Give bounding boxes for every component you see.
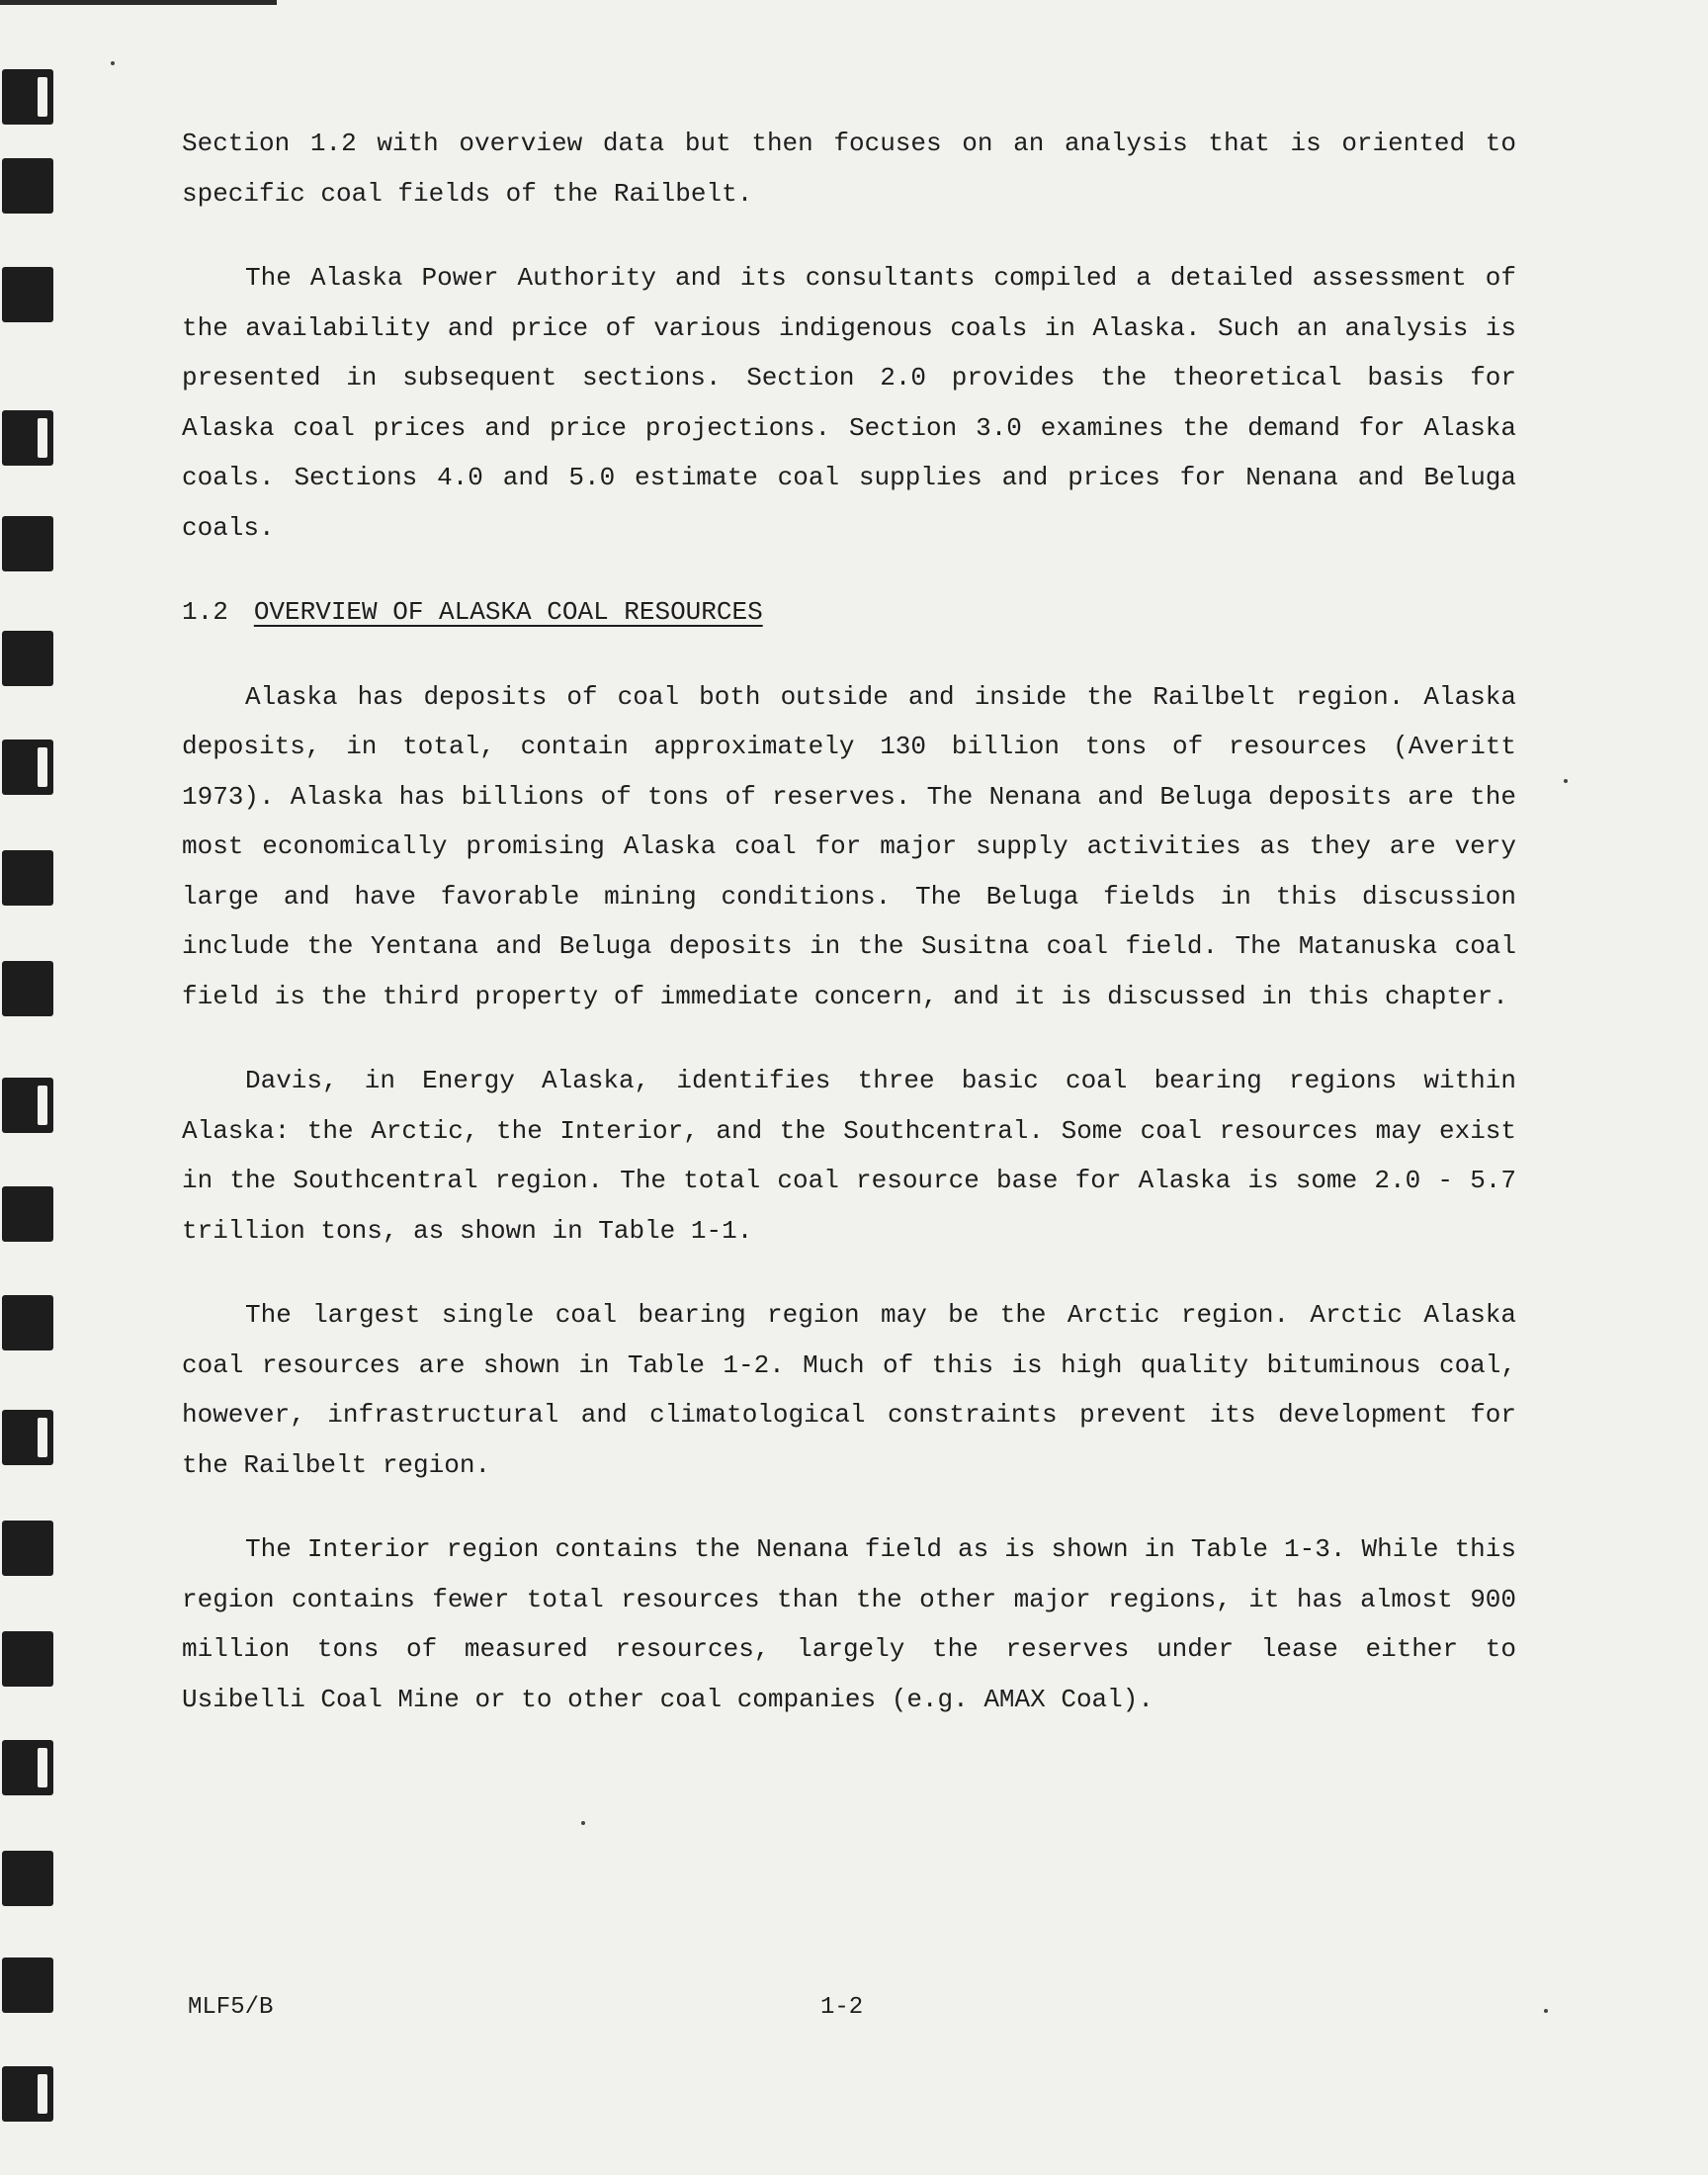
binding-hole (2, 631, 53, 686)
binding-hole (2, 1631, 53, 1687)
paragraph: Alaska has deposits of coal both outside and inside the Railbelt region. Alaska deposits, in total, contain approximately 130 billion tons of resources (Averitt 1973). Alaska has billions of tons of reserves. The Nenana and Beluga deposits are the most economically promising Alaska coal for major supply activities as they are very large and have favorable mining conditions. The Beluga fields in this discussion include the Yentana and Beluga deposits in the Susitna coal field. The Matanuska coal field is the third property of immediate concern, and it is discussed in this chapter. (182, 681, 1516, 1011)
scan-speck (1544, 2009, 1548, 2013)
binding-hole (2, 267, 53, 322)
binding-hole (2, 1410, 53, 1465)
paragraph-continued: Section 1.2 with overview data but then focuses on an analysis that is oriented to specific coal fields of the Railbelt. (182, 129, 1516, 209)
scan-speck (581, 1821, 585, 1825)
section-number: 1.2 (182, 597, 228, 627)
top-edge-rule (0, 0, 277, 5)
binding-hole (2, 410, 53, 466)
paragraph: The Interior region contains the Nenana field as is shown in Table 1-3. While this region contains fewer total resources than the other major regions, it has almost 900 million tons of measured resources, largely the reserves under lease either to Usibelli Coal Mine or to other coal companies (e.g. AMAX Coal). (182, 1534, 1516, 1714)
binding-hole (2, 69, 53, 125)
paragraph: The Alaska Power Authority and its consultants compiled a detailed assessment of the availability and price of various indigenous coals in Alaska. Such an analysis is presented in subsequent sections. Section 2.0 provides the theoretical basis for Alaska coal prices and price projections. Section 3.0 examines the demand for Alaska coals. Sections 4.0 and 5.0 estimate coal supplies and prices for Nenana and Beluga coals. (182, 263, 1516, 543)
page-number: 1-2 (820, 1994, 864, 2021)
binding-hole (2, 1295, 53, 1350)
scan-speck (111, 61, 115, 65)
comb-binding (0, 59, 59, 2155)
binding-hole (2, 1078, 53, 1133)
binding-hole (2, 1851, 53, 1906)
paragraph: The largest single coal bearing region may be the Arctic region. Arctic Alaska coal resources are shown in Table 1-2. Much of this is high quality bituminous coal, however, infrastructural and climatological constraints prevent its development for the Railbelt region. (182, 1300, 1516, 1480)
section-title: OVERVIEW OF ALASKA COAL RESOURCES (253, 597, 763, 627)
paragraph: Davis, in Energy Alaska, identifies three basic coal bearing regions within Alaska: the Arctic, the Interior, and the Southcentral. Some coal resources may exist in the Southcentral region. The total coal resource base for Alaska is some 2.0 - 5.7 trillion tons, as shown in Table 1-1. (182, 1066, 1516, 1246)
binding-hole (2, 1958, 53, 2013)
binding-hole (2, 850, 53, 906)
binding-hole (2, 961, 53, 1016)
scan-speck (1564, 779, 1568, 783)
binding-hole (2, 1521, 53, 1576)
document-code: MLF5/B (188, 1994, 274, 2021)
binding-hole (2, 158, 53, 214)
binding-hole (2, 740, 53, 795)
body-text (182, 119, 1516, 1759)
binding-hole (2, 2066, 53, 2122)
binding-hole (2, 1740, 53, 1795)
binding-hole (2, 1186, 53, 1242)
section-heading (182, 587, 1516, 638)
binding-hole (2, 516, 53, 571)
